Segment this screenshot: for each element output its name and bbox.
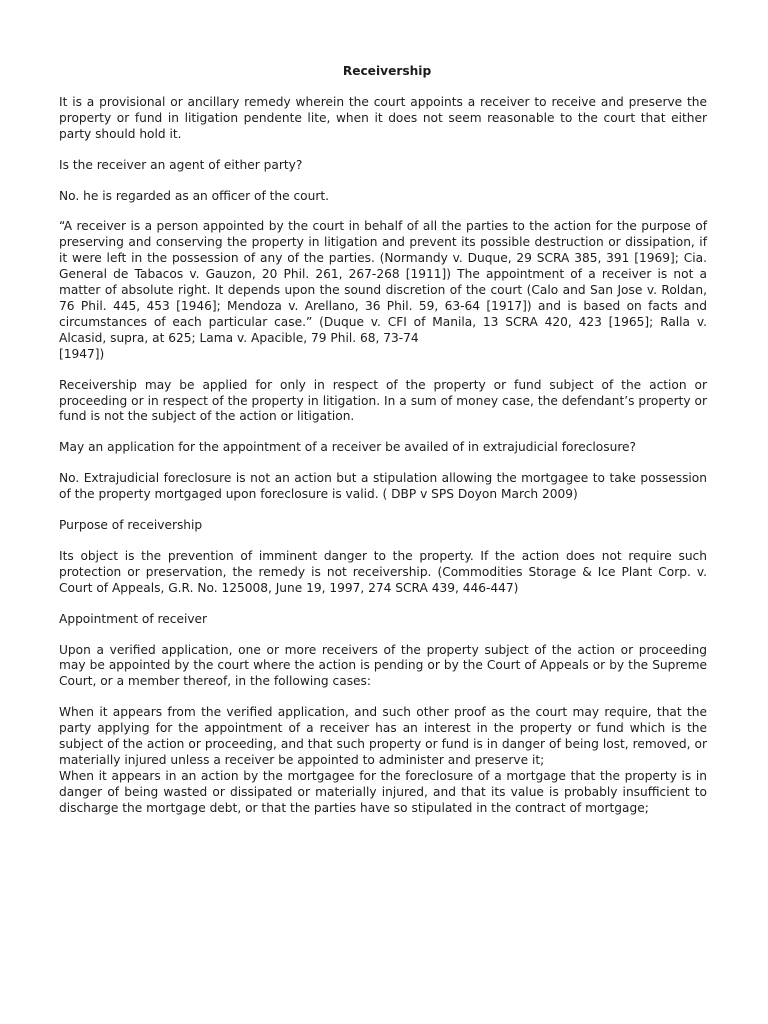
paragraph-answer-extrajudicial: No. Extrajudicial foreclosure is not an action but a stipulation allowing the mortgagee to take possession of the property mortgaged upon foreclosure is valid. ( DBP v SPS Doyon March 2009) bbox=[59, 471, 707, 502]
paragraph-purpose: Its object is the prevention of imminent danger to the property. If the action does not require such protection or preservation, the remedy is not receivership. (Commodities Storage & Ice Plant Corp. v. Court of Appeals, G.R. No. 125008, June 19, 1997, 274 SCRA 439, 446-447) bbox=[59, 548, 707, 595]
document-page bbox=[59, 64, 707, 832]
heading-purpose: Purpose of receivership bbox=[59, 518, 203, 533]
paragraph-definition: It is a provisional or ancillary remedy wherein the court appoints a receiver to receive and preserve the property or fund in litigation pendente lite, when it does not seem reasonable to the court that either party should hold it. bbox=[59, 94, 707, 141]
paragraph-case-verified-application: When it appears from the verified application, and such other proof as the court may require, that the party applying for the appointment of a receiver has an interest in the property or fund which is the subject of the action or proceeding, and that such property or fund is in danger of being lost, removed, or materially injured unless a receiver be appointed to administer and preserve it; bbox=[59, 705, 707, 767]
heading-appointment: Appointment of receiver bbox=[59, 611, 208, 626]
document-title: Receivership bbox=[342, 64, 432, 78]
paragraph-question-extrajudicial: May an application for the appointment of a receiver be availed of in extrajudicial foreclosure? bbox=[59, 440, 637, 455]
paragraph-scope: Receivership may be applied for only in respect of the property or fund subject of the action or proceeding or in respect of the property in litigation. In a sum of money case, the defendant’s property or fund is not the subject of the action or litigation. bbox=[59, 377, 707, 424]
paragraph-quote-receiver: “A receiver is a person appointed by the court in behalf of all the parties to the action for the purpose of preserving and conserving the property in litigation and prevent its possible destruction or dissipation, if it were left in the possession of any of the parties. (Normandy v. Duque, 29 SCRA 385, 391 [1969]; Cia. General de Tabacos v. Gauzon, 20 Phil. 261, 267-268 [1911]) The appointment of a receiver is not a matter of absolute right. It depends upon the sound discretion of the court (Calo and San Jose v. Roldan, 76 Phil. 445, 453 [1946]; Mendoza v. Arellano, 36 Phil. 59, 63-64 [1917]) and is based on facts and circumstances of each particular case.” (Duque v. CFI of Manila, 13 SCRA 420, 423 [1965]; Ralla v. Alcasid, supra, at 625; Lama v. Apacible, 79 Phil. 68, 73-74 bbox=[59, 219, 707, 345]
paragraph-question-agent: Is the receiver an agent of either party? bbox=[59, 157, 303, 172]
paragraph-appointment: Upon a verified application, one or more receivers of the property subject of the action or proceeding may be appointed by the court where the action is pending or by the Court of Appeals or by the Supreme Court, or a member thereof, in the following cases: bbox=[59, 642, 707, 689]
paragraph-quote-year: [1947]) bbox=[59, 346, 105, 361]
paragraph-answer-officer: No. he is regarded as an officer of the court. bbox=[59, 188, 330, 203]
paragraph-case-foreclosure: When it appears in an action by the mortgagee for the foreclosure of a mortgage that the property is in danger of being wasted or dissipated or materially injured, and that its value is probably insufficient to discharge the mortgage debt, or that the parties have so stipulated in the contract of mortgage; bbox=[59, 768, 707, 815]
